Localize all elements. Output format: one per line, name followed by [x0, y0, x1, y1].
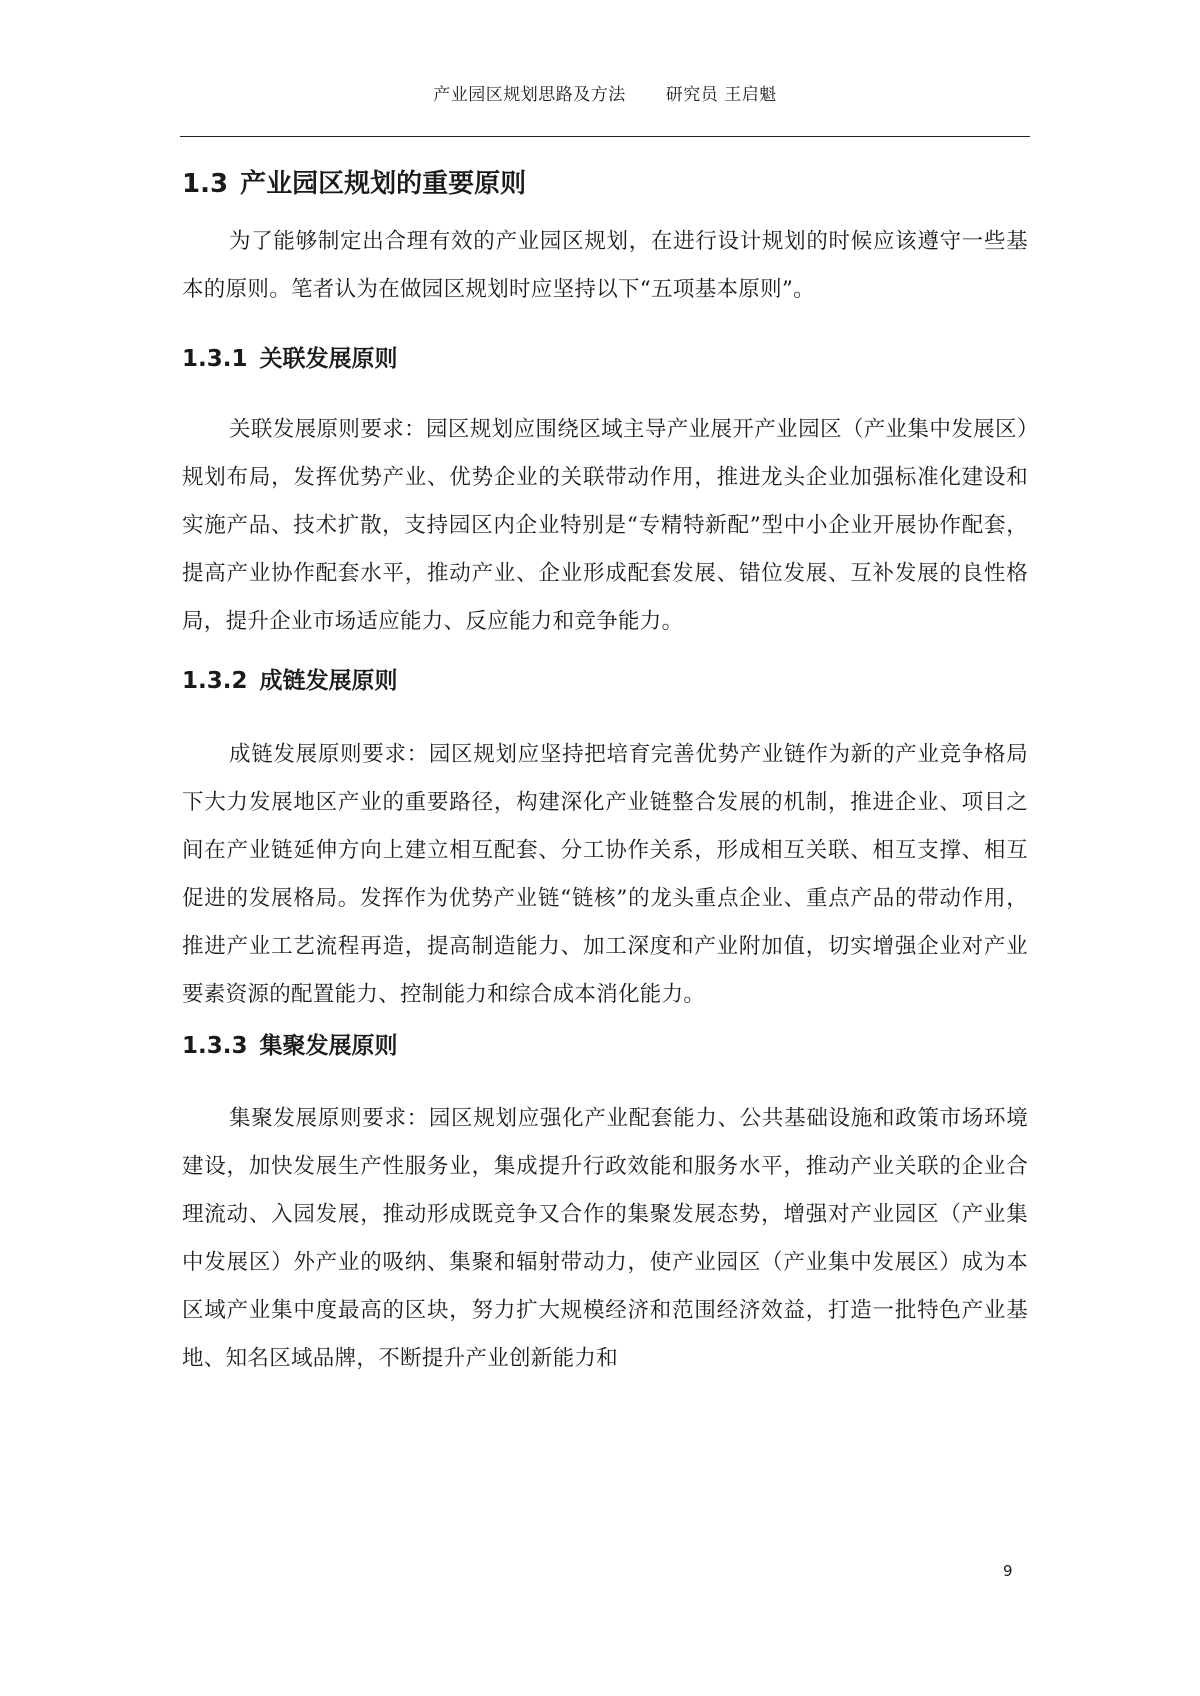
- section-heading: [182, 163, 526, 200]
- running-header: [180, 80, 1030, 105]
- subsection-heading: 1.3.1 关联发展原则: [182, 346, 398, 372]
- section-number: 1.3: [182, 169, 229, 199]
- subsection-body: 关联发展原则要求：园区规划应围绕区域主导产业展开产业园区（产业集中发展区）规划布局，发挥优势产业、优势企业的关联带动作用，推进龙头企业加强标准化建设和实施产品、技术扩散，支持园区内企业特别是“专精特新配”型中小企业开展协作配套，提高产业协作配套水平，推动产业、企业形成配套发展、错位发展、互补发展的良性格局，提升企业市场适应能力、反应能力和竞争能力。: [182, 417, 1028, 634]
- subsection-heading: 1.3.3 集聚发展原则: [182, 1033, 398, 1059]
- subsection-body: 集聚发展原则要求：园区规划应强化产业配套能力、公共基础设施和政策市场环境建设，加快发展生产性服务业，集成提升行政效能和服务水平，推动产业关联的企业合理流动、入园发展，推动形成既竞争又合作的集聚发展态势，增强对产业园区（产业集中发展区）外产业的吸纳、集聚和辐射带动力，使产业园区（产业集中发展区）成为本区域产业集中度最高的区块，努力扩大规模经济和范围经济效益，打造一批特色产业基地、知名区域品牌，不断提升产业创新能力和: [182, 1106, 1028, 1371]
- header-author: 研究员 王启魁: [665, 85, 777, 105]
- header-divider: [180, 136, 1030, 137]
- subsection-body: 成链发展原则要求：园区规划应坚持把培育完善优势产业链作为新的产业竞争格局下大力发展地区产业的重要路径，构建深化产业链整合发展的机制，推进企业、项目之间在产业链延伸方向上建立相互配套、分工协作关系，形成相互关联、相互支撑、相互促进的发展格局。发挥作为优势产业链“链核”的龙头重点企业、重点产品的带动作用，推进产业工艺流程再造，提高制造能力、加工深度和产业附加值，切实增强企业对产业要素资源的配置能力、控制能力和综合成本消化能力。: [182, 742, 1028, 1007]
- subsection-heading: 1.3.2 成链发展原则: [182, 668, 398, 694]
- page-number: 9: [1003, 1562, 1013, 1580]
- section-title: 产业园区规划的重要原则: [240, 169, 527, 199]
- section-intro: 为了能够制定出合理有效的产业园区规划，在进行设计规划的时候应该遵守一些基本的原则。笔者认为在做园区规划时应坚持以下“五项基本原则”。: [182, 229, 1028, 302]
- header-title: 产业园区规划思路及方法: [433, 85, 626, 105]
